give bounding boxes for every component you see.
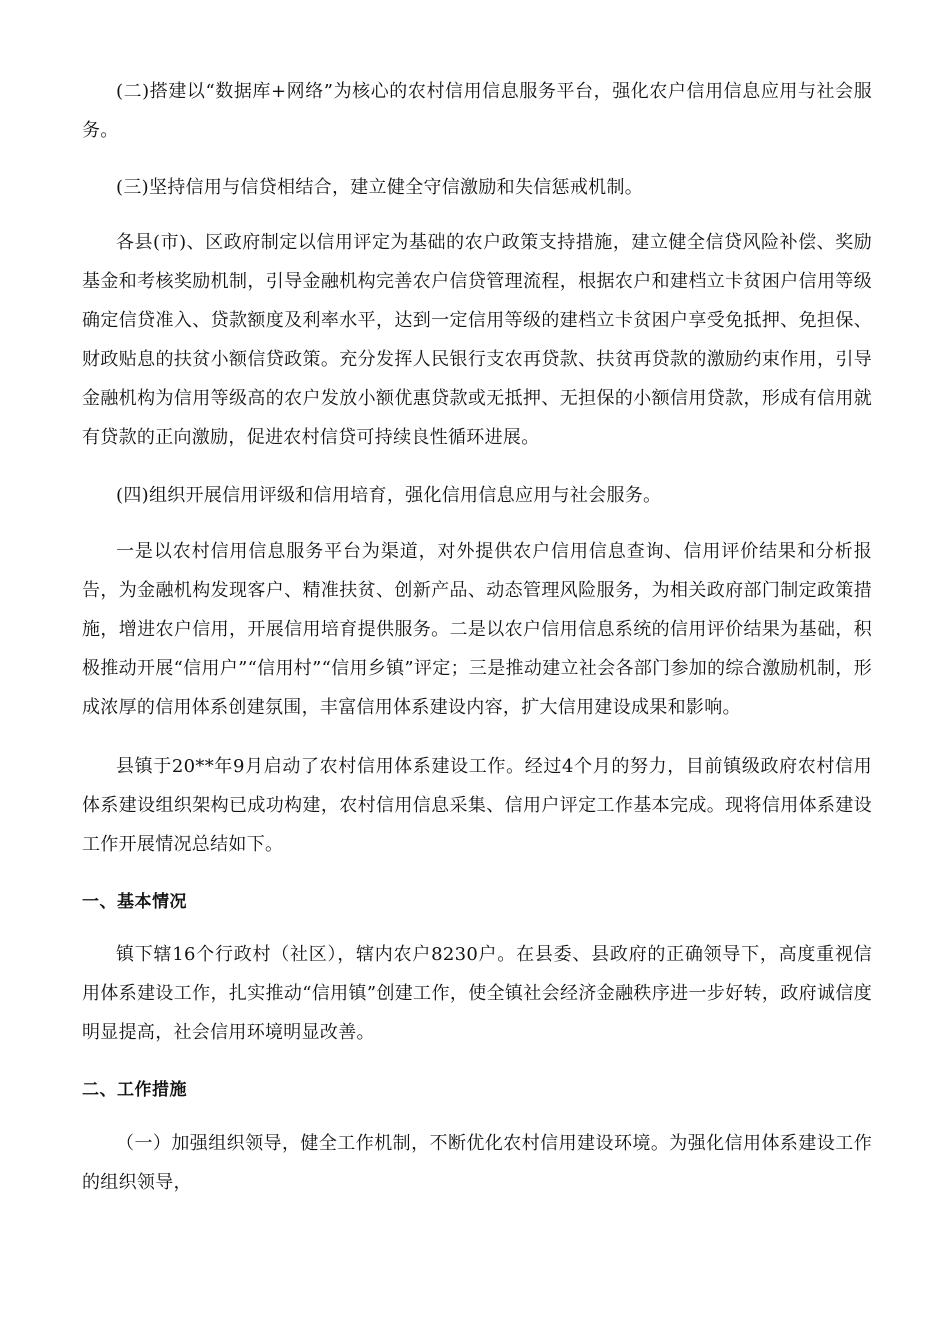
paragraph-platform: (二)搭建以“数据库+网络”为核心的农村信用信息服务平台，强化农户信用信息应用与社会服务。 (82, 81, 872, 141)
heading-work-measures: 二、工作措施 (82, 1080, 187, 1100)
heading-basic-situation: 一、基本情况 (82, 892, 187, 912)
paragraph-credit-rating: (四)组织开展信用评级和信用培育，强化信用信息应用与社会服务。 (116, 485, 662, 506)
paragraph-county-policy: 各县(市)、区政府制定以信用评定为基础的农户政策支持措施，建立健全信贷风险补偿、奖励基金和考核奖励机制，引导金融机构完善农户信贷管理流程，根据农户和建档立卡贫困户信用等级确定信贷准入、贷款额度及利率水平，达到一定信用等级的建档立卡贫困户享受免抵押、免担保、财政贴息的扶贫小额信贷政策。充分发挥人民银行支农再贷款、扶贫再贷款的激励约束作用，引导金融机构为信用等级高的农户发放小额优惠贷款或无抵押、无担保的小额信用贷款，形成有信用就有贷款的正向激励，促进农村信贷可持续良性循环进展。 (82, 232, 872, 448)
paragraph-town-summary: 县镇于20**年9月启动了农村信用体系建设工作。经过4个月的努力，目前镇级政府农村信用体系建设组织架构已成功构建，农村信用信息采集、信用户评定工作基本完成。现将信用体系建设工作开展情况总结如下。 (82, 756, 872, 855)
paragraph-basic-situation: 镇下辖16个行政村（社区），辖内农户8230户。在县委、县政府的正确领导下，高度重视信用体系建设工作，扎实推动“信用镇”创建工作，使全镇社会经济金融秩序进一步好转，政府诚信度明显提高，社会信用环境明显改善。 (82, 944, 872, 1043)
paragraph-work-measures: （一）加强组织领导，健全工作机制，不断优化农村信用建设环境。为强化信用体系建设工作的组织领导， (82, 1133, 872, 1193)
paragraph-service-platform: 一是以农村信用信息服务平台为渠道，对外提供农户信用信息查询、信用评价结果和分析报告，为金融机构发现客户、精准扶贫、创新产品、动态管理风险服务，为相关政府部门制定政策措施，增进农户信用，开展信用培育提供服务。二是以农户信用信息系统的信用评价结果为基础，积极推动开展“信用户”“信用村”“信用乡镇”评定；三是推动建立社会各部门参加的综合激励机制，形成浓厚的信用体系创建氛围，丰富信用体系建设内容，扩大信用建设成果和影响。 (82, 541, 872, 718)
paragraph-credit-loan: (三)坚持信用与信贷相结合，建立健全守信激励和失信惩戒机制。 (116, 177, 644, 198)
